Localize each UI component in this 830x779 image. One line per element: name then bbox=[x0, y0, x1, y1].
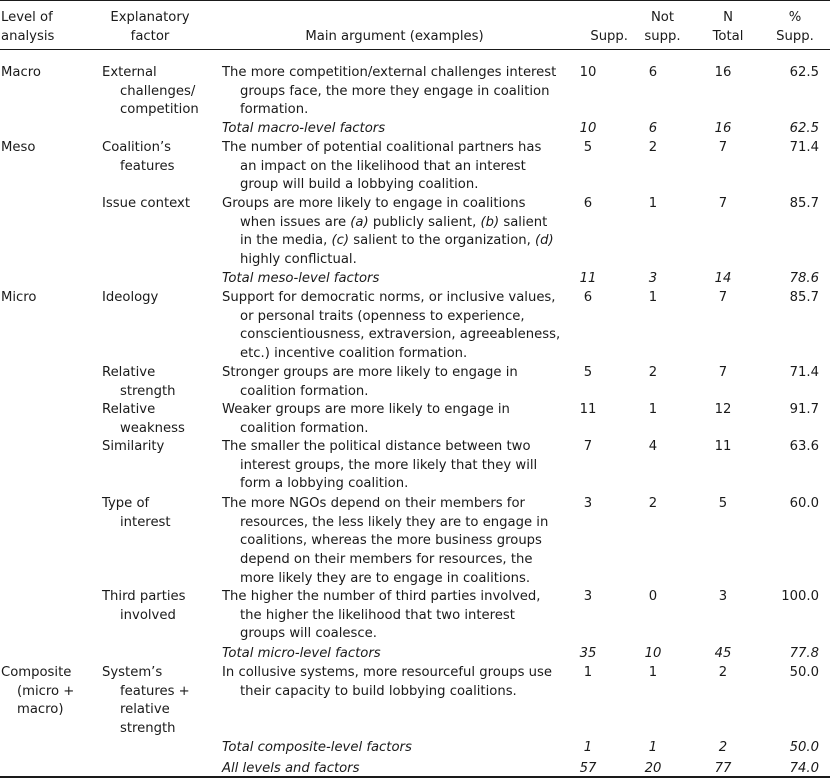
explanatory-factor: Ideology bbox=[102, 290, 159, 305]
main-argument: The more NGOs depend on their members for resources, the less likely they are to engage in coalitions, whereas the more business groups depend on their members for resources, the more likely they are to engage in coalitions. bbox=[222, 496, 549, 586]
n-total-count: 16 bbox=[714, 121, 732, 136]
header-percent-supported: % Supp. bbox=[776, 10, 814, 44]
total-label: Total composite-level factors bbox=[222, 740, 412, 755]
percent-supported: 71.4 bbox=[789, 140, 819, 155]
percent-supported: 71.4 bbox=[789, 365, 819, 380]
main-argument: Stronger groups are more likely to engage in coalition formation. bbox=[222, 365, 518, 399]
main-argument: Weaker groups are more likely to engage in coalition formation. bbox=[222, 402, 510, 436]
level-of-analysis: Macro bbox=[1, 65, 41, 80]
table-header-rule bbox=[0, 49, 830, 50]
header-explanatory-factor: Explanatory factor bbox=[110, 10, 190, 44]
percent-supported: 60.0 bbox=[789, 496, 819, 511]
header-main-argument: Main argument (examples) bbox=[305, 29, 484, 44]
table-bottom-rule bbox=[0, 776, 830, 778]
percent-supported: 62.5 bbox=[789, 121, 819, 136]
percent-supported: 91.7 bbox=[789, 402, 819, 417]
explanatory-factor: Relative weakness bbox=[102, 402, 185, 436]
percent-supported: 85.7 bbox=[789, 290, 819, 305]
level-of-analysis: Meso bbox=[1, 140, 36, 155]
not-supported-count: 4 bbox=[648, 439, 658, 454]
n-total-count: 7 bbox=[718, 365, 728, 380]
supported-count: 10 bbox=[579, 121, 597, 136]
header-n-total: N Total bbox=[712, 10, 744, 44]
main-argument: Support for democratic norms, or inclusive values, or personal traits (openness to experience, conscientiousness, extraversion, agreeableness, etc.) incentive coalition formation. bbox=[222, 290, 561, 362]
main-argument: The smaller the political distance between two interest groups, the more likely that they will form a lobbying coalition. bbox=[222, 439, 538, 492]
not-supported-count: 1 bbox=[648, 402, 658, 417]
total-label: All levels and factors bbox=[222, 761, 360, 776]
level-of-analysis: Composite (micro + macro) bbox=[1, 665, 75, 718]
n-total-count: 2 bbox=[718, 665, 728, 680]
supported-count: 57 bbox=[579, 761, 597, 776]
main-argument: The number of potential coalitional partners has an impact on the likelihood that an interest group will build a lobbying coalition. bbox=[222, 140, 542, 193]
n-total-count: 5 bbox=[718, 496, 728, 511]
n-total-count: 77 bbox=[714, 761, 732, 776]
total-label: Total micro-level factors bbox=[222, 646, 381, 661]
supported-count: 6 bbox=[583, 290, 593, 305]
not-supported-count: 2 bbox=[648, 496, 658, 511]
main-argument: Groups are more likely to engage in coalitions when issues are (a) publicly salient, (b) salient in the media, (c) salient to the organization, (d) highly conflictual. bbox=[222, 196, 554, 268]
not-supported-count: 6 bbox=[648, 121, 658, 136]
explanatory-factor: Type of interest bbox=[102, 496, 171, 530]
percent-supported: 74.0 bbox=[789, 761, 819, 776]
explanatory-factor: External challenges/ competition bbox=[102, 65, 199, 118]
supported-count: 5 bbox=[583, 140, 593, 155]
supported-count: 5 bbox=[583, 365, 593, 380]
not-supported-count: 0 bbox=[648, 589, 658, 604]
supported-count: 1 bbox=[583, 740, 593, 755]
n-total-count: 7 bbox=[718, 196, 728, 211]
main-argument: The more competition/external challenges interest groups face, the more they engage in coalition formation. bbox=[222, 65, 557, 118]
percent-supported: 100.0 bbox=[781, 589, 819, 604]
supported-count: 3 bbox=[583, 496, 593, 511]
n-total-count: 7 bbox=[718, 140, 728, 155]
n-total-count: 45 bbox=[714, 646, 732, 661]
explanatory-factor: Similarity bbox=[102, 439, 165, 454]
main-argument: The higher the number of third parties involved, the higher the likelihood that two interest groups will coalesce. bbox=[222, 589, 541, 642]
percent-supported: 62.5 bbox=[789, 65, 819, 80]
not-supported-count: 20 bbox=[644, 761, 662, 776]
not-supported-count: 1 bbox=[648, 290, 658, 305]
n-total-count: 16 bbox=[714, 65, 732, 80]
n-total-count: 7 bbox=[718, 290, 728, 305]
n-total-count: 14 bbox=[714, 271, 732, 286]
percent-supported: 77.8 bbox=[789, 646, 819, 661]
table-top-rule bbox=[0, 0, 830, 1]
not-supported-count: 3 bbox=[648, 271, 658, 286]
explanatory-factor: Relative strength bbox=[102, 365, 176, 399]
n-total-count: 3 bbox=[718, 589, 728, 604]
not-supported-count: 1 bbox=[648, 196, 658, 211]
supported-count: 6 bbox=[583, 196, 593, 211]
level-of-analysis: Micro bbox=[1, 290, 37, 305]
n-total-count: 11 bbox=[714, 439, 732, 454]
percent-supported: 85.7 bbox=[789, 196, 819, 211]
percent-supported: 50.0 bbox=[789, 740, 819, 755]
percent-supported: 78.6 bbox=[789, 271, 819, 286]
not-supported-count: 2 bbox=[648, 140, 658, 155]
not-supported-count: 6 bbox=[648, 65, 658, 80]
header-supported: Supp. bbox=[590, 29, 628, 44]
percent-supported: 50.0 bbox=[789, 665, 819, 680]
not-supported-count: 10 bbox=[644, 646, 662, 661]
not-supported-count: 1 bbox=[648, 740, 658, 755]
supported-count: 35 bbox=[579, 646, 597, 661]
supported-count: 3 bbox=[583, 589, 593, 604]
explanatory-factor: Coalition’s features bbox=[102, 140, 175, 174]
supported-count: 1 bbox=[583, 665, 593, 680]
main-argument: In collusive systems, more resourceful groups use their capacity to build lobbying coalitions. bbox=[222, 665, 552, 699]
explanatory-factor: Third parties involved bbox=[102, 589, 186, 623]
n-total-count: 12 bbox=[714, 402, 732, 417]
total-label: Total macro-level factors bbox=[222, 121, 386, 136]
supported-count: 10 bbox=[579, 65, 597, 80]
header-not-supported: Not supp. bbox=[644, 10, 681, 44]
percent-supported: 63.6 bbox=[789, 439, 819, 454]
total-label: Total meso-level factors bbox=[222, 271, 380, 286]
not-supported-count: 1 bbox=[648, 665, 658, 680]
not-supported-count: 2 bbox=[648, 365, 658, 380]
supported-count: 11 bbox=[579, 271, 597, 286]
explanatory-factor: System’s features + relative strength bbox=[102, 665, 190, 737]
header-level: Level of analysis bbox=[1, 10, 55, 44]
explanatory-factor: Issue context bbox=[102, 196, 190, 211]
supported-count: 11 bbox=[579, 402, 597, 417]
n-total-count: 2 bbox=[718, 740, 728, 755]
supported-count: 7 bbox=[583, 439, 593, 454]
